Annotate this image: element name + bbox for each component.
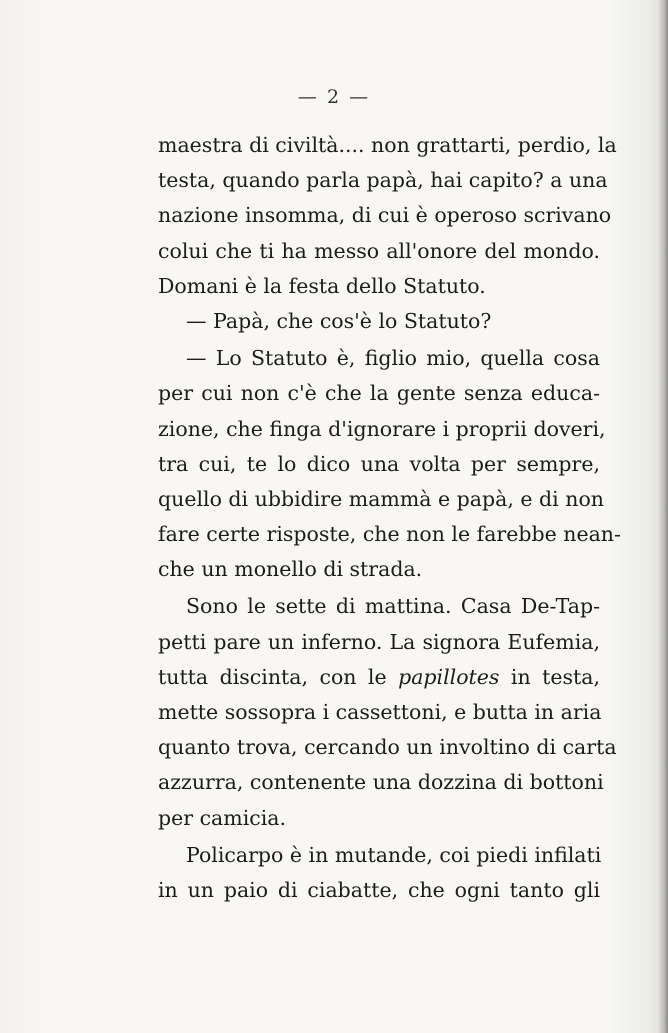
italic-word: papillotes <box>398 664 500 689</box>
text-line: per cui non c'è che la gente senza educa- <box>158 381 600 406</box>
text-line: Policarpo è in mutande, coi piedi infilati <box>186 842 602 867</box>
text-line: Sono le sette di mattina. Casa De-Tap- <box>186 594 600 619</box>
paragraph-4 <box>158 589 617 835</box>
text-line-with-italic <box>158 660 600 695</box>
paragraph-1 <box>158 128 617 304</box>
body-text <box>158 128 621 908</box>
text-line: petti pare un inferno. La signora Eufemia, <box>158 629 600 654</box>
text-line: per camicia. <box>158 805 287 830</box>
text-line: — Lo Statuto è, figlio mio, quella cosa <box>186 346 600 371</box>
paragraph-5 <box>158 838 600 908</box>
text-line: nazione insomma, di cui è operoso scrivano <box>158 203 612 228</box>
text-line: colui che ti ha messo all'onore del mondo. <box>158 238 600 263</box>
text-line: che un monello di strada. <box>158 557 423 582</box>
text-line: Domani è la festa dello Statuto. <box>158 273 486 298</box>
text-line: testa, quando parla papà, hai capito? a una <box>158 168 608 193</box>
paragraph-3 <box>158 341 621 587</box>
text-line: azzurra, contenente una dozzina di bottoni <box>158 770 604 795</box>
text-line: tra cui, te lo dico una volta per sempre, <box>158 451 600 476</box>
text-line: in un paio di ciabatte, che ogni tanto gli <box>158 877 600 902</box>
text-run: tutta discinta, con le <box>158 664 399 689</box>
text-line: fare certe risposte, che non le farebbe nean- <box>158 522 621 547</box>
text-line: quanto trova, cercando un involtino di carta <box>158 735 617 760</box>
text-line: maestra di civiltà.... non grattarti, perdio, la <box>158 133 617 157</box>
page-edge-shadow <box>658 0 668 1033</box>
text-line: mette sossopra i cassettoni, e butta in aria <box>158 700 602 724</box>
text-run: in testa, <box>499 664 600 689</box>
text-line: — Papà, che cos'è lo Statuto? <box>186 308 492 333</box>
paragraph-2 <box>158 304 600 339</box>
text-line: quello di ubbidire mammà e papà, e di non <box>158 486 604 511</box>
page-number: — 2 — <box>297 86 371 108</box>
text-line: zione, che finga d'ignorare i proprii doveri, <box>158 416 606 441</box>
